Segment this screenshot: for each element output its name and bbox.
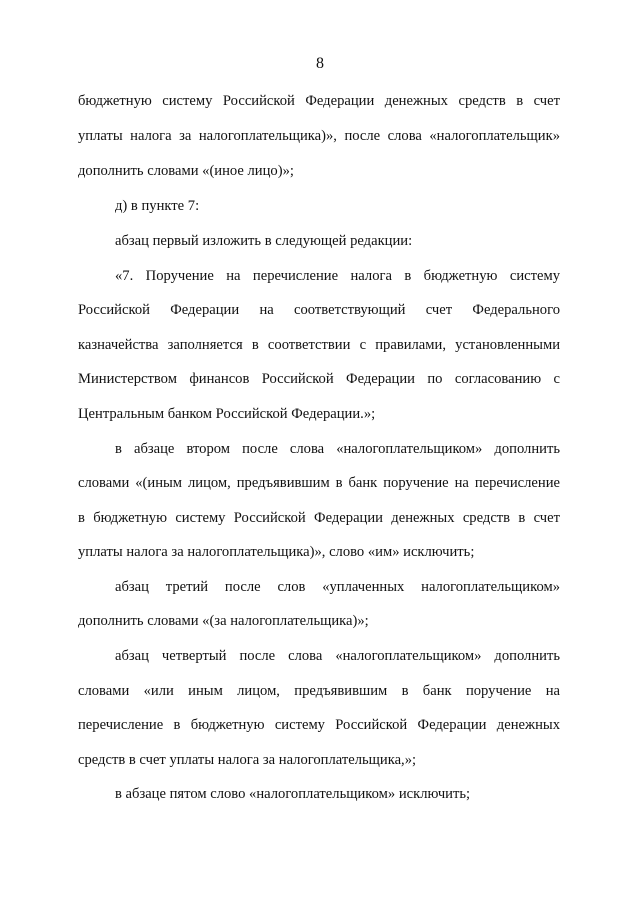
text-line: абзац первый изложить в следующей редакции: <box>115 233 413 249</box>
page-number: 8 <box>316 55 324 72</box>
text-line: уплаты налога за налогоплательщика)», слово «им» исключить; <box>78 544 475 560</box>
text-line: бюджетную систему Российской Федерации денежных средств в счет <box>78 93 560 109</box>
text-line: уплаты налога за налогоплательщика)», после слова «налогоплательщик» <box>78 128 560 144</box>
text-line: средств в счет уплаты налога за налогоплательщика,»; <box>78 752 417 768</box>
text-line: «7. Поручение на перечисление налога в бюджетную систему <box>115 268 560 284</box>
text-line: в бюджетную систему Российской Федерации денежных средств в счет <box>78 510 560 526</box>
text-line: дополнить словами «(за налогоплательщика)»; <box>78 613 369 629</box>
text-line: в абзаце втором после слова «налогоплательщиком» дополнить <box>115 441 560 457</box>
text-line: словами «(иным лицом, предъявившим в банк поручение на перечисление <box>78 475 560 491</box>
text-line: в абзаце пятом слово «налогоплательщиком» исключить; <box>115 786 471 802</box>
text-line: Российской Федерации на соответствующий счет Федерального <box>78 302 560 318</box>
text-line: дополнить словами «(иное лицо)»; <box>78 163 294 179</box>
text-line: абзац третий после слов «уплаченных налогоплательщиком» <box>115 579 560 595</box>
text-line: д) в пункте 7: <box>115 198 200 214</box>
text-line: абзац четвертый после слова «налогоплательщиком» дополнить <box>115 648 560 664</box>
text-line: перечисление в бюджетную систему Российской Федерации денежных <box>78 717 560 733</box>
text-line: Министерством финансов Российской Федерации по согласованию с <box>78 371 560 387</box>
text-line: Центральным банком Российской Федерации.»; <box>78 406 376 422</box>
text-line: словами «или иным лицом, предъявившим в банк поручение на <box>78 683 560 699</box>
text-line: казначейства заполняется в соответствии с правилами, установленными <box>78 337 560 353</box>
